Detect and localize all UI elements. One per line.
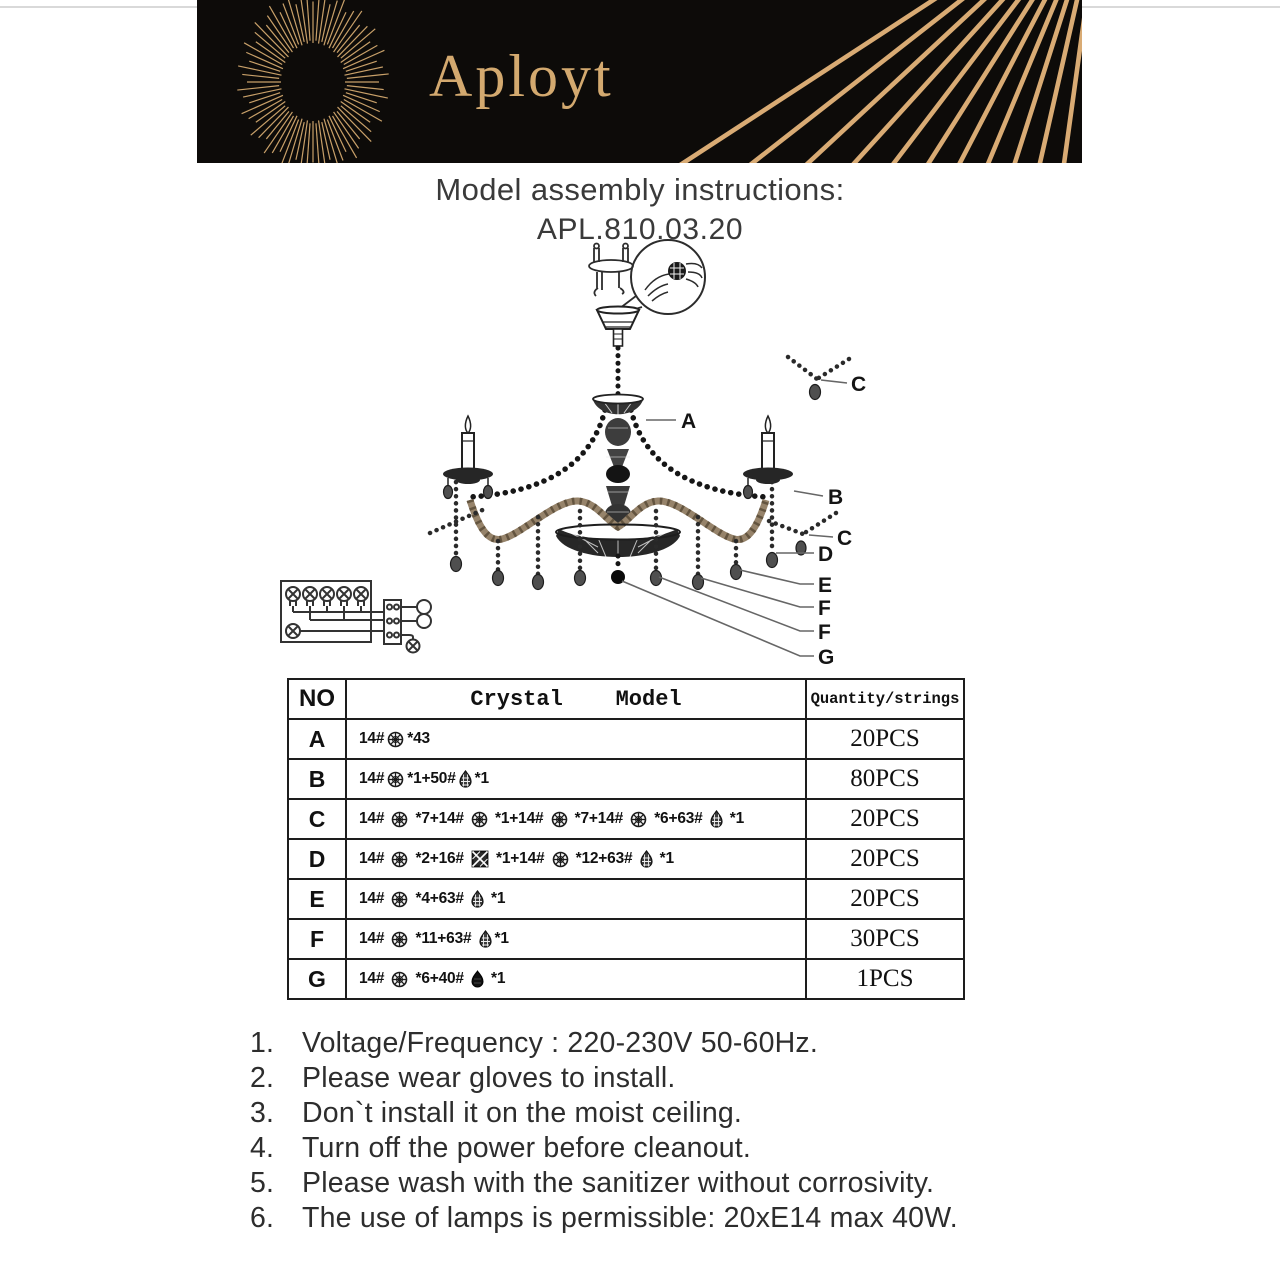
row-spec — [359, 730, 805, 748]
row-spec-cell — [346, 839, 806, 879]
left-swag-chain — [470, 410, 605, 497]
round-crystal-icon — [387, 731, 404, 748]
round-crystal-icon — [552, 851, 569, 868]
spec-text: *6+40# — [411, 970, 468, 987]
note-number: 6. — [250, 1202, 275, 1234]
header-quantity: Quantity/strings — [806, 679, 964, 719]
table-row — [288, 839, 964, 879]
note-item — [250, 1096, 1260, 1131]
row-letter: F — [288, 919, 346, 959]
row-spec-cell — [346, 959, 806, 999]
notes-list — [250, 1026, 1260, 1236]
row-letter: B — [288, 759, 346, 799]
note-item — [250, 1061, 1260, 1096]
label-g: G — [818, 646, 835, 669]
label-e: E — [818, 574, 833, 597]
canopy — [597, 307, 639, 347]
table-row — [288, 879, 964, 919]
spec-text: 14# — [359, 930, 389, 947]
row-spec — [359, 890, 805, 908]
row-quantity: 20PCS — [806, 799, 964, 839]
label-f1: F — [818, 597, 831, 620]
row-spec-cell — [346, 759, 806, 799]
faceted-drop-icon — [640, 850, 653, 868]
row-quantity: 20PCS — [806, 719, 964, 759]
spec-text: 14# — [359, 850, 389, 867]
spec-text: 14# — [359, 890, 389, 907]
row-spec — [359, 770, 805, 788]
note-item — [250, 1201, 1260, 1236]
spec-text: *7+14# — [411, 810, 468, 827]
callouts — [622, 373, 866, 669]
ceiling-mount-sketch — [589, 244, 633, 297]
round-crystal-icon — [391, 891, 408, 908]
label-a: A — [681, 410, 697, 433]
spec-text: *43 — [407, 730, 430, 747]
crystal-table-body — [288, 719, 964, 999]
round-crystal-icon — [391, 931, 408, 948]
row-letter: E — [288, 879, 346, 919]
row-spec-cell — [346, 799, 806, 839]
page-title: Model assembly instructions: — [435, 172, 845, 207]
row-quantity: 20PCS — [806, 839, 964, 879]
left-candle-arm — [443, 416, 493, 499]
row-letter: D — [288, 839, 346, 879]
note-text: Don`t install it on the moist ceiling. — [302, 1097, 743, 1129]
row-quantity: 30PCS — [806, 919, 964, 959]
spec-text: *7+14# — [570, 810, 628, 827]
spec-text: *4+63# — [411, 890, 468, 907]
row-letter: G — [288, 959, 346, 999]
table-row — [288, 719, 964, 759]
spec-text: 14# — [359, 770, 385, 787]
spec-text: *11+63# — [411, 930, 476, 947]
round-crystal-icon — [387, 771, 404, 788]
row-quantity: 1PCS — [806, 959, 964, 999]
faceted-drop-icon — [459, 770, 472, 788]
note-item — [250, 1026, 1260, 1061]
model-number: APL.810.03.20 — [536, 213, 744, 246]
table-row — [288, 759, 964, 799]
round-crystal-icon — [391, 971, 408, 988]
round-crystal-icon — [551, 811, 568, 828]
wiring-diagram — [281, 581, 431, 653]
right-candle-arm — [743, 416, 793, 499]
round-crystal-icon — [391, 851, 408, 868]
spec-text: *1 — [486, 890, 506, 907]
faceted-drop-icon — [479, 930, 492, 948]
crystal-table — [287, 678, 965, 1000]
square-crystal-icon — [471, 850, 489, 868]
round-crystal-icon — [471, 811, 488, 828]
detail-y-piece — [788, 357, 849, 400]
note-item — [250, 1166, 1260, 1201]
note-number: 4. — [250, 1132, 275, 1164]
spec-text: *1 — [655, 850, 674, 867]
note-number: 2. — [250, 1062, 275, 1094]
spec-text: 14# — [359, 970, 389, 987]
note-number: 5. — [250, 1167, 275, 1199]
note-item — [250, 1131, 1260, 1166]
round-crystal-icon — [630, 811, 647, 828]
note-number: 1. — [250, 1027, 275, 1059]
brand-banner — [197, 0, 1082, 163]
spec-text: *1+14# — [491, 850, 549, 867]
spec-text: *2+16# — [411, 850, 468, 867]
spec-text: *1 — [486, 970, 506, 987]
assembly-diagram — [240, 236, 1040, 678]
dark-drop-icon — [471, 970, 484, 988]
row-quantity: 20PCS — [806, 879, 964, 919]
spec-text: *1 — [474, 770, 489, 787]
header-model: Crystal Model — [346, 679, 806, 719]
note-number: 3. — [250, 1097, 275, 1129]
table-header-row — [288, 679, 964, 719]
brand-name: Aployt — [429, 43, 614, 109]
note-text: Turn off the power before cleanout. — [302, 1132, 752, 1164]
label-d: D — [818, 543, 834, 566]
table-row — [288, 799, 964, 839]
row-quantity: 80PCS — [806, 759, 964, 799]
faceted-drop-icon — [710, 810, 723, 828]
row-letter: A — [288, 719, 346, 759]
right-swag-chain — [631, 410, 766, 497]
spec-text: 14# — [359, 810, 389, 827]
row-spec-cell — [346, 919, 806, 959]
row-spec-cell — [346, 719, 806, 759]
label-f2: F — [818, 621, 831, 644]
spec-text: *12+63# — [571, 850, 637, 867]
label-b: B — [828, 486, 844, 509]
row-spec — [359, 810, 805, 828]
row-spec — [359, 970, 805, 988]
row-spec — [359, 930, 805, 948]
note-text: Please wash with the sanitizer without corrosivity. — [302, 1167, 935, 1199]
note-text: Voltage/Frequency : 220-230V 50-60Hz. — [302, 1027, 818, 1059]
spec-text: *1+14# — [490, 810, 548, 827]
round-crystal-icon — [391, 811, 408, 828]
label-c-mid: C — [837, 527, 853, 550]
faceted-drop-icon — [471, 890, 484, 908]
top-bowl — [593, 395, 643, 416]
spec-text: *1+50# — [407, 770, 456, 787]
spec-text: *1 — [494, 930, 509, 947]
spec-text: *6+63# — [650, 810, 707, 827]
central-column — [605, 418, 631, 524]
spec-text: *1 — [725, 810, 745, 827]
spec-text: 14# — [359, 730, 385, 747]
starburst-icon — [237, 0, 388, 163]
row-letter: C — [288, 799, 346, 839]
table-row — [288, 959, 964, 999]
banner-art — [197, 0, 1082, 163]
label-c-top: C — [851, 373, 867, 396]
note-text: The use of lamps is permissible: 20xE14 max 40W. — [302, 1202, 958, 1234]
header-no: NO — [288, 679, 346, 719]
row-spec-cell — [346, 879, 806, 919]
row-spec — [359, 850, 805, 868]
table-row — [288, 919, 964, 959]
note-text: Please wear gloves to install. — [302, 1062, 676, 1094]
